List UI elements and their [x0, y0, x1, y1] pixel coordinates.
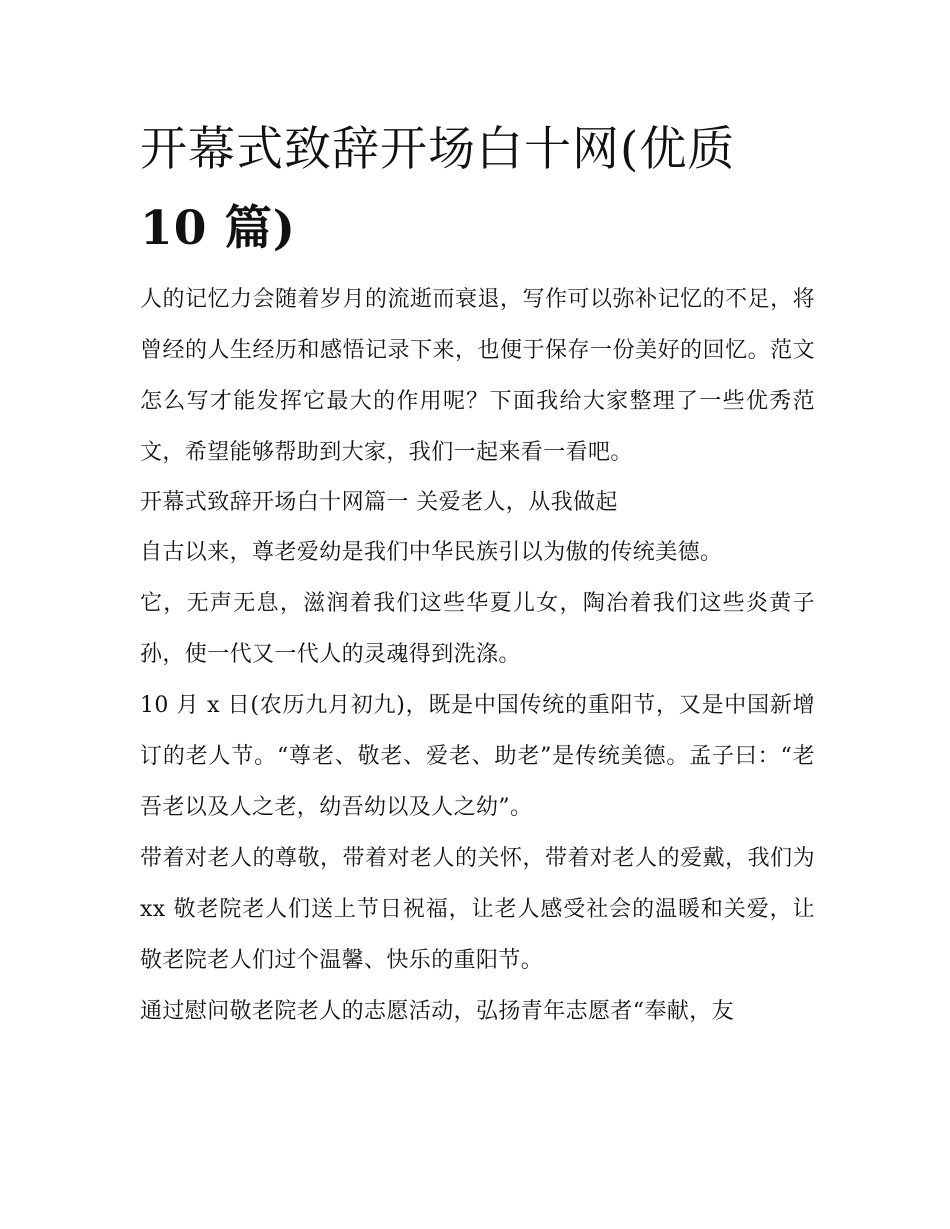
section-heading: 开幕式致辞开场白十网篇一 关爱老人，从我做起 — [140, 490, 618, 515]
body-paragraph: 它，无声无息，滋润着我们这些华夏儿女，陶冶着我们这些炎黄子孙，使一代又一代人的灵魂得到洗涤。 — [140, 591, 815, 667]
intro-paragraph: 人的记忆力会随着岁月的流逝而衰退，写作可以弥补记忆的不足，将曾经的人生经历和感悟记录下来，也便于保存一份美好的回忆。范文怎么写才能发挥它最大的作用呢？下面我给大家整理了一些优秀范文，希望能够帮助到大家，我们一起来看一看吧。 — [140, 287, 815, 465]
body-paragraph: 通过慰问敬老院老人的志愿活动，弘扬青年志愿者“奉献，友 — [140, 999, 735, 1024]
document-title-line2: 10 篇) — [140, 201, 297, 256]
body-paragraph: 10 月 x 日(农历九月初九)，既是中国传统的重阳节，又是中国新增订的老人节。“尊老、敬老、爱老、助老”是传统美德。孟子曰：“老吾老以及人之老，幼吾幼以及人之幼”。 — [140, 693, 815, 820]
body-paragraph: 带着对老人的尊敬，带着对老人的关怀，带着对老人的爱戴，我们为 xx 敬老院老人们送上节日祝福，让老人感受社会的温暖和关爱，让敬老院老人们过个温馨、快乐的重阳节。 — [140, 846, 815, 973]
document-page — [140, 110, 815, 1037]
document-title-line1: 开幕式致辞开场白十网(优质 — [140, 122, 736, 177]
body-paragraph: 自古以来，尊老爱幼是我们中华民族引以为傲的传统美德。 — [140, 540, 723, 565]
document-title — [140, 110, 815, 268]
